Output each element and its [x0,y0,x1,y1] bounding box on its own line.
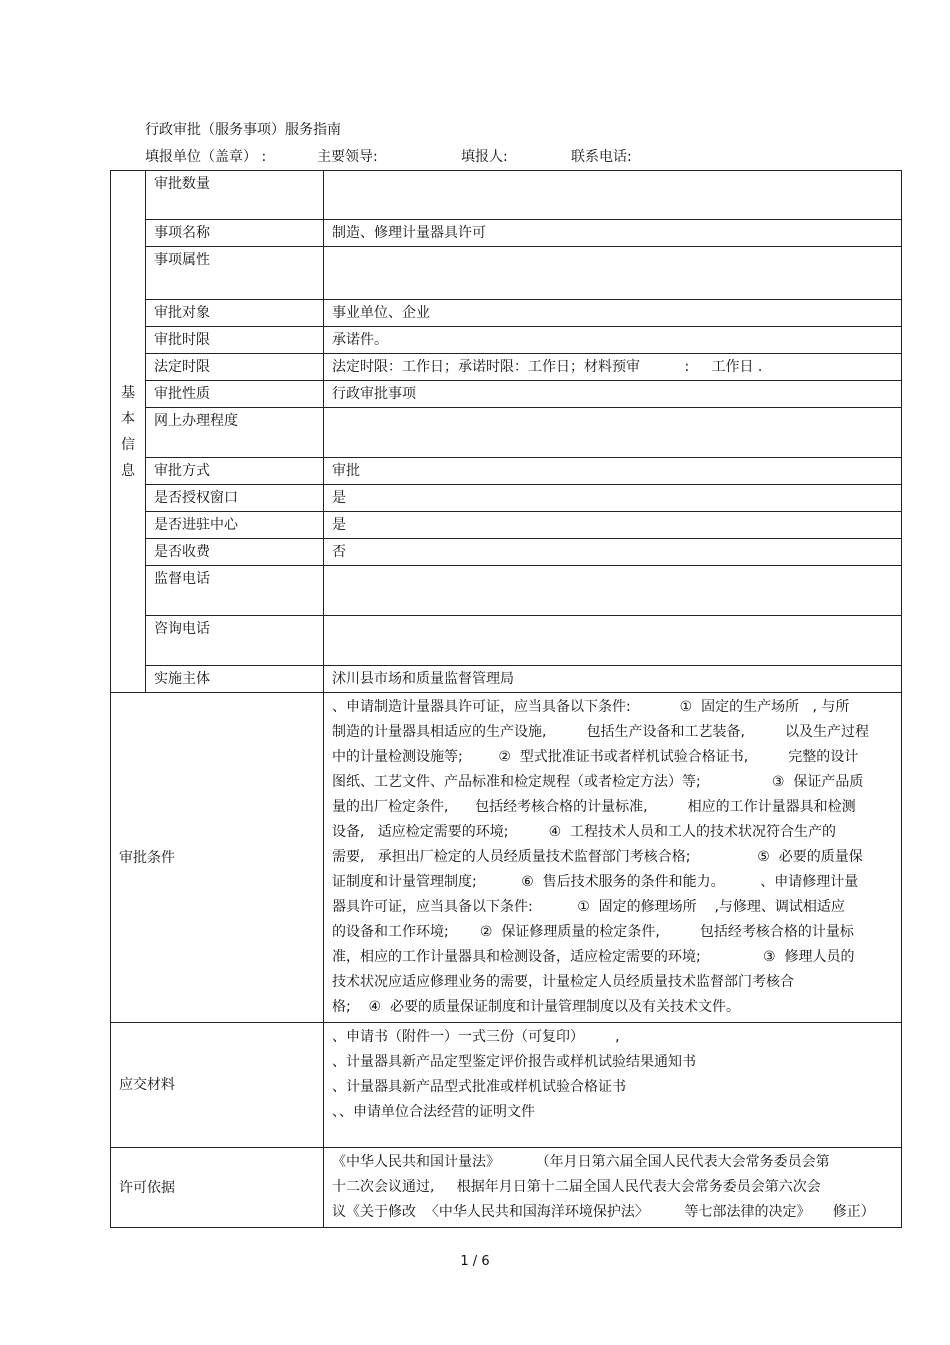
table-row [111,458,902,485]
row-label: 事项名称 [146,220,324,247]
row-value: 法定时限：工作日；承诺时限：工作日；材料预审 : 工作日 . [324,354,902,381]
row-label: 监督电话 [146,566,324,616]
row-label: 审批数量 [146,171,324,220]
row-value: 是 [324,485,902,512]
row-value: 审批 [324,458,902,485]
list-item: 、计量器具新产品定型鉴定评价报告或样机试验结果通知书 [332,1054,696,1070]
row-label: 事项属性 [146,247,324,300]
table-row [111,666,902,693]
table-row [111,220,902,247]
row-label: 是否授权窗口 [146,485,324,512]
conditions-text [324,693,902,1023]
header-phone: 联系电话: [571,149,632,165]
table-row [111,485,902,512]
table-row [111,539,902,566]
list-item: 、、申请单位合法经营的证明文件 [332,1104,535,1120]
table-row [111,381,902,408]
conditions-line: 图纸、工艺文件、产品标准和检定规程（或者检定方法）等; ③ 保证产品质 [332,774,864,790]
header-row [145,146,905,166]
row-label: 是否收费 [146,539,324,566]
document-title: 行政审批（服务事项）服务指南 [145,122,341,138]
conditions-label: 审批条件 [111,693,324,1023]
page-indicator: 1 / 6 [460,1254,490,1269]
conditions-row [111,693,902,1023]
conditions-line: 准，相应的工作计量器具和检测设备，适应检定需要的环境; ③ 修理人员的 [332,949,855,965]
conditions-line: 量的出厂检定条件, 包括经考核合格的计量标准, 相应的工作计量器具和检测 [332,799,856,815]
row-value: 承诺件。 [324,327,902,354]
row-value [324,616,902,666]
basis-text [324,1148,902,1228]
conditions-line: 中的计量检测设施等; ② 型式批准证书或者样机试验合格证书, 完整的设计 [332,749,859,765]
basic-info-body [111,171,902,693]
row-value: 事业单位、企业 [324,300,902,327]
table-row [111,408,902,458]
conditions-line: 设备, 适应检定需要的环境; ④ 工程技术人员和工人的技术状况符合生产的 [332,824,837,840]
row-label: 审批对象 [146,300,324,327]
guide-table [110,170,902,1228]
row-label: 审批时限 [146,327,324,354]
row-label: 法定时限 [146,354,324,381]
row-value [324,566,902,616]
basis-line: 十二次会议通过, 根据年月日第十二届全国人民代表大会常务委员会第六次会 [332,1179,821,1195]
table-row [111,247,902,300]
table-row [111,354,902,381]
materials-list [324,1023,902,1148]
list-item: 、计量器具新产品型式批准或样机试验合格证书 [332,1079,626,1095]
list-item: 、申请书（附件一）一式三份（可复印） , [332,1029,620,1045]
row-label: 实施主体 [146,666,324,693]
row-label: 是否进驻中心 [146,512,324,539]
materials-row [111,1023,902,1148]
detail-body [111,693,902,1228]
conditions-line: 证制度和计量管理制度; ⑥ 售后技术服务的条件和能力。 、申请修理计量 [332,874,859,890]
conditions-line: 的设备和工作环境; ② 保证修理质量的检定条件, 包括经考核合格的计量标 [332,924,854,940]
table-row [111,171,902,220]
materials-label: 应交材料 [111,1023,324,1148]
conditions-line: 格; ④ 必要的质量保证制度和计量管理制度以及有关技术文件。 [332,999,740,1015]
row-value [324,171,902,220]
basic-section-label [111,171,146,693]
conditions-line: 制造的计量器具相适应的生产设施, 包括生产设备和工艺装备, 以及生产过程 [332,724,870,740]
table-row [111,616,902,666]
row-label: 网上办理程度 [146,408,324,458]
basis-row [111,1148,902,1228]
table-row [111,566,902,616]
header-unit: 填报单位（盖章） : [145,149,267,165]
conditions-line: 器具许可证，应当具备以下条件: ① 固定的修理场所 ,与修理、调试相适应 [332,899,845,915]
table-row [111,512,902,539]
header-leader: 主要领导: [317,149,378,165]
basis-label: 许可依据 [111,1148,324,1228]
row-value [324,247,902,300]
row-value: 制造、修理计量器具许可 [324,220,902,247]
table-row [111,327,902,354]
row-value: 是 [324,512,902,539]
basis-line: 议《关于修改 〈中华人民共和国海洋环境保护法〉 等七部法律的决定》 修正） [332,1204,875,1220]
row-value [324,408,902,458]
basic-section-text: 基本信息 [121,384,135,479]
row-value: 否 [324,539,902,566]
header-filler: 填报人: [461,149,508,165]
conditions-line: 技术状况应适应修理业务的需要，计量检定人员经质量技术监督部门考核合 [332,974,794,990]
row-label: 审批方式 [146,458,324,485]
row-label: 咨询电话 [146,616,324,666]
basis-line: 《中华人民共和国计量法》 （年月日第六届全国人民代表大会常务委员会第 [332,1154,830,1170]
row-value: 行政审批事项 [324,381,902,408]
conditions-line: 、申请制造计量器具许可证，应当具备以下条件: ① 固定的生产场所 , 与所 [332,699,850,715]
row-value: 沭川县市场和质量监督管理局 [324,666,902,693]
conditions-line: 需要, 承担出厂检定的人员经质量技术监督部门考核合格; ⑤ 必要的质量保 [332,849,863,865]
table-row [111,300,902,327]
row-label: 审批性质 [146,381,324,408]
